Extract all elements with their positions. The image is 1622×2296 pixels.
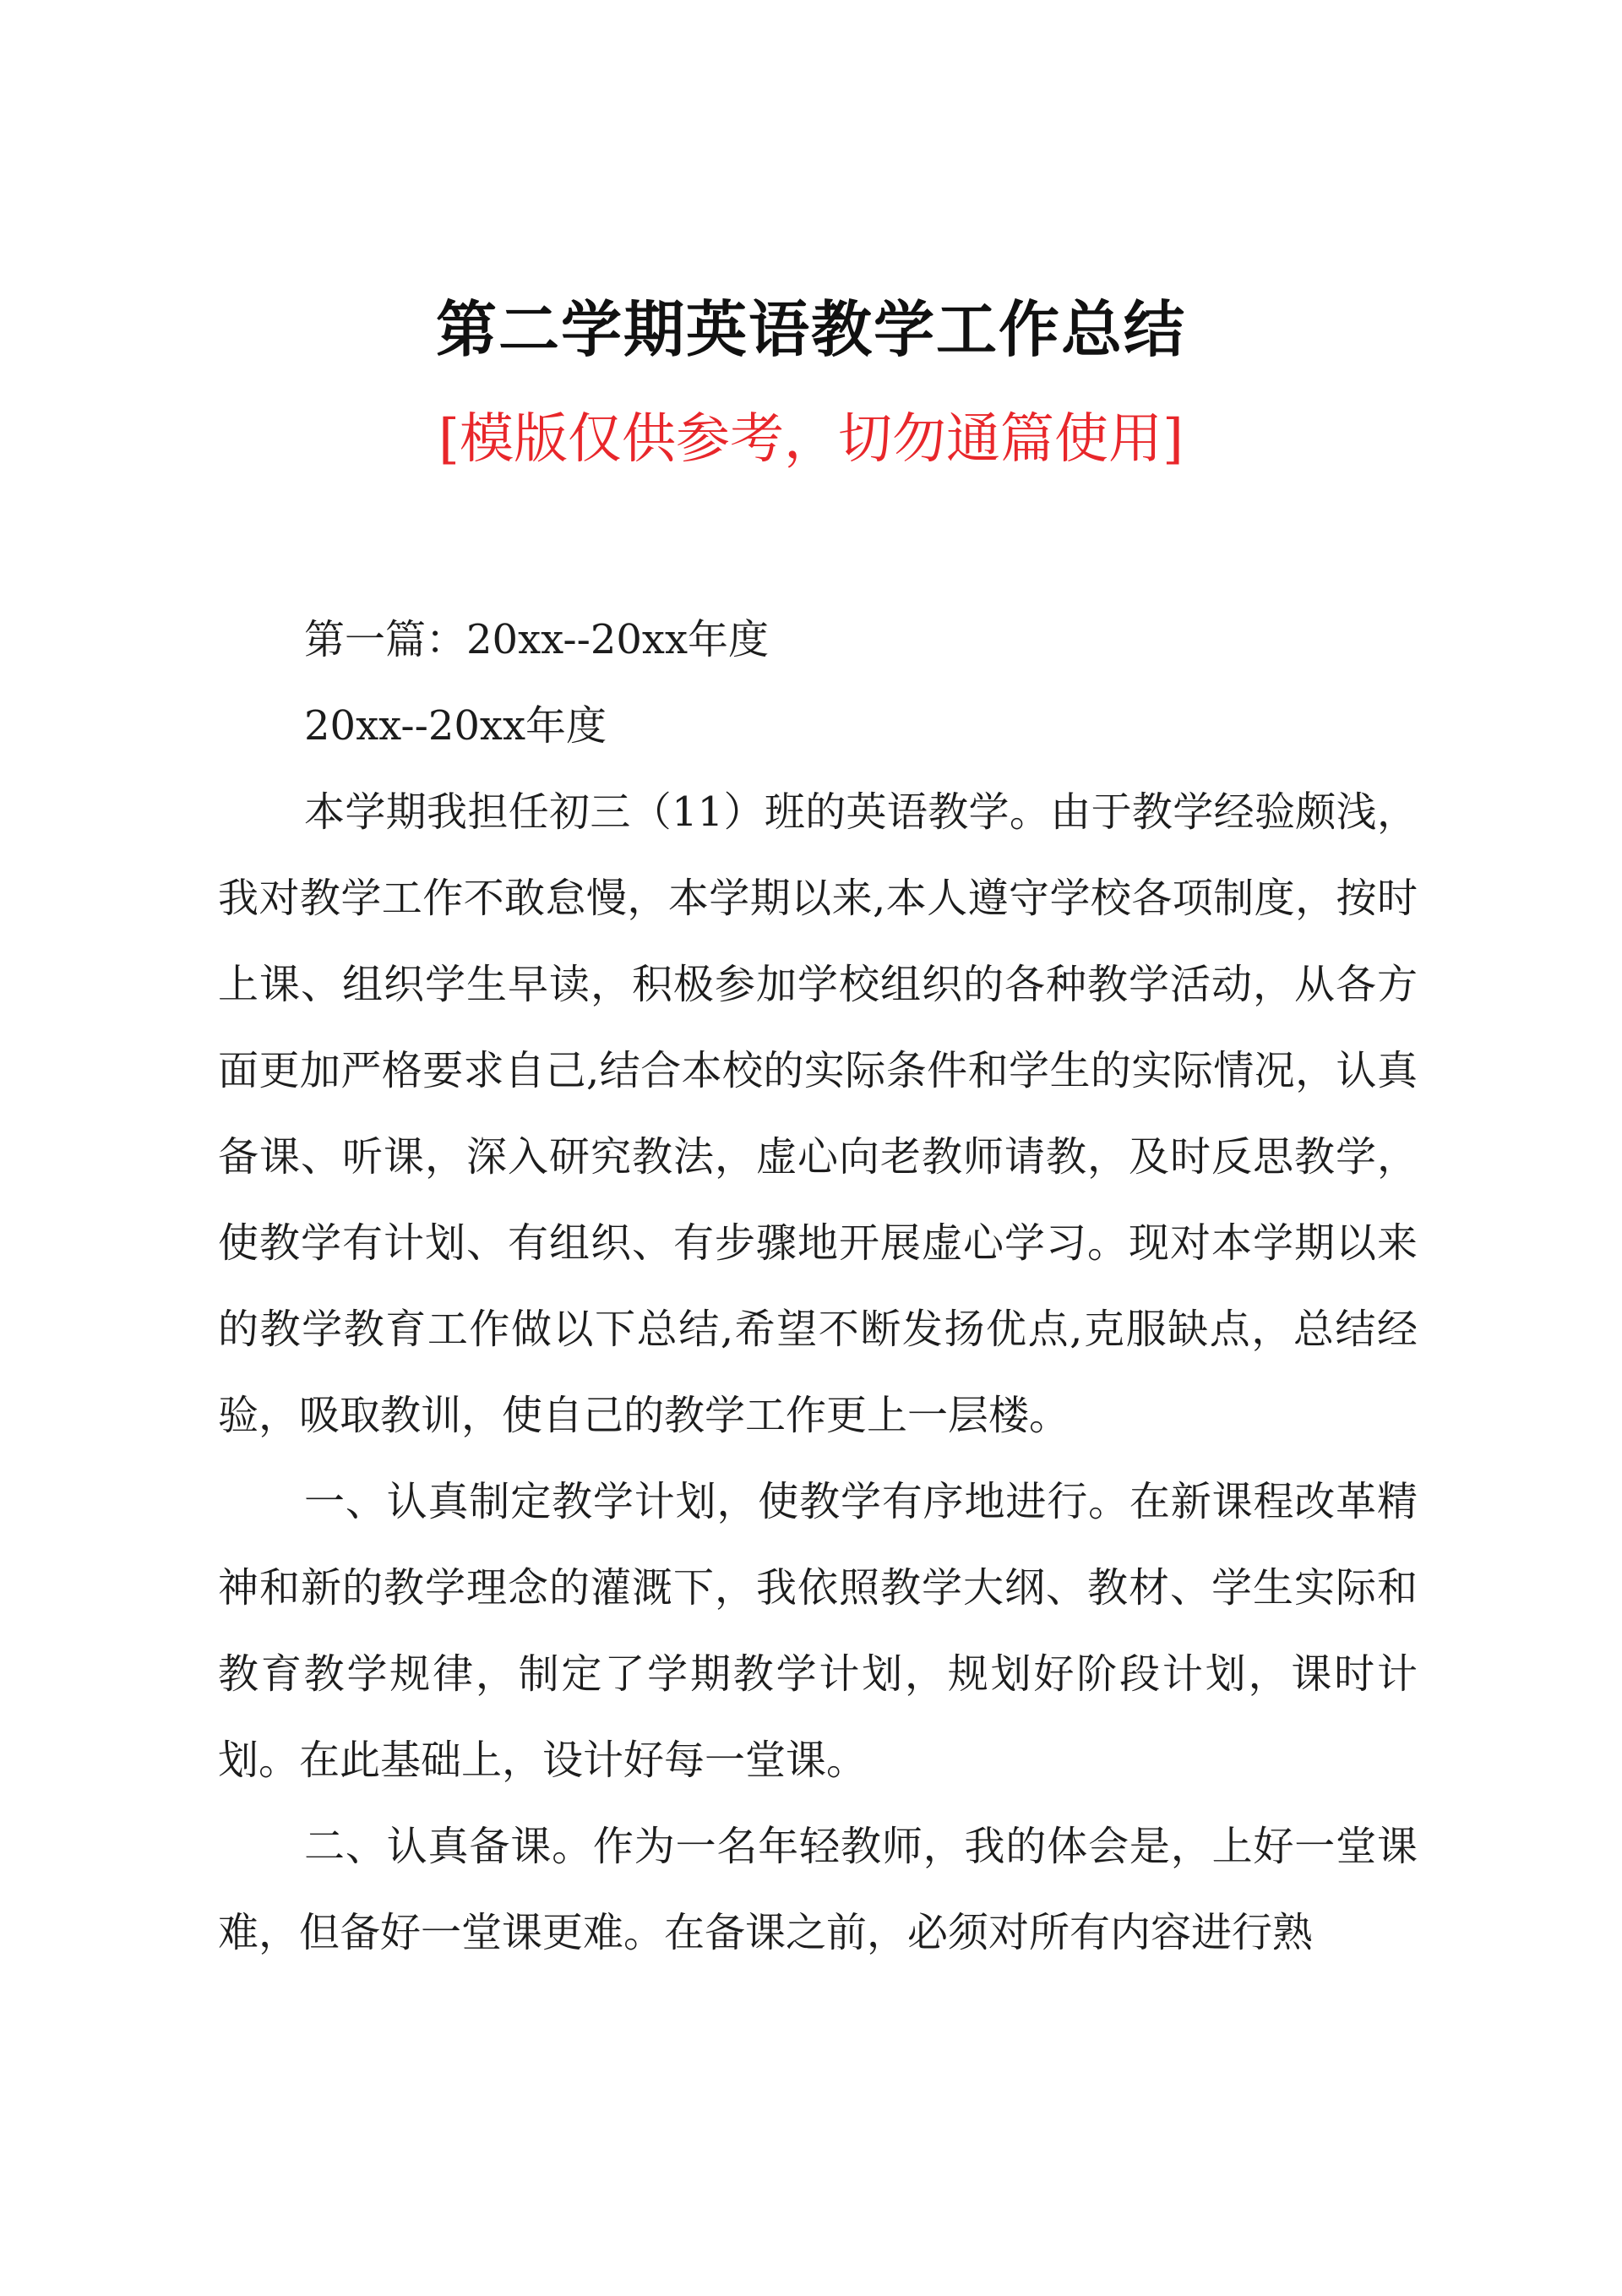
document-title: 第二学期英语教学工作总结 — [435, 293, 1186, 365]
section-heading: 第一篇：20xx--20xx年度 — [304, 616, 770, 663]
body-paragraph-plan: 一、认真制定教学计划，使教学有序地进行。在新课程改革精神和新的教学理念的灌溉下，我依照教学大纲、教材、学生实际和教育教学规律，制定了学期教学计划，规划好阶段计划，课时计划。在此基础上，设计好每一堂课。 — [218, 1478, 1418, 1784]
template-notice: [模版仅供参考，切勿通篇使用] — [438, 408, 1184, 471]
document-body — [218, 597, 1418, 1976]
body-paragraph-intro: 本学期我担任初三（11）班的英语教学。由于教学经验颇浅，我对教学工作不敢怠慢，本学期以来,本人遵守学校各项制度，按时上课、组织学生早读，积极参加学校组织的各种教学活动，从各方面更加严格要求自己,结合本校的实际条件和学生的实际情况，认真备课、听课，深入研究教法，虚心向老教师请教，及时反思教学，使教学有计划、有组织、有步骤地开展虚心学习。现对本学期以来的教学教育工作做以下总结,希望不断发扬优点,克服缺点，总结经验，吸取教训，使自己的教学工作更上一层楼。 — [218, 788, 1418, 1439]
year-line: 20xx--20xx年度 — [304, 702, 607, 750]
body-paragraph-preparation: 二、认真备课。作为一名年轻教师，我的体会是，上好一堂课难，但备好一堂课更难。在备课之前，必须对所有内容进行熟 — [218, 1823, 1418, 1956]
